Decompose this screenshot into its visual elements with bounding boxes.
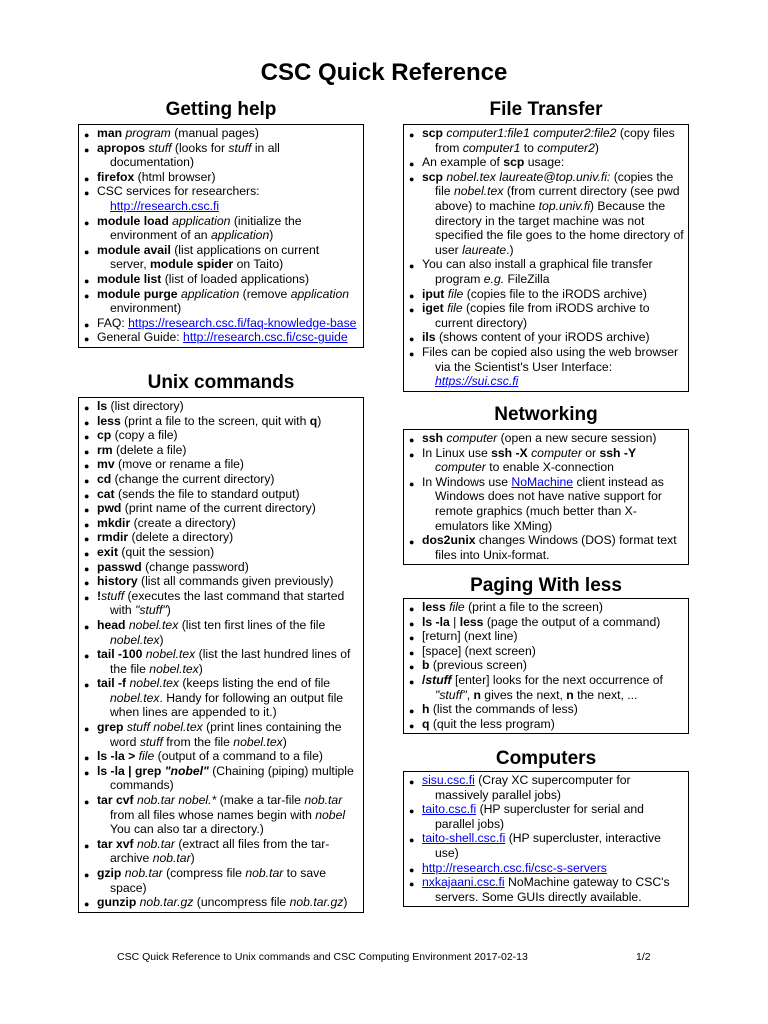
list-item-text: ssh computer (open a new secure session) (422, 431, 657, 445)
bullet-icon: ● (84, 505, 90, 516)
bullet-icon: ● (409, 676, 415, 687)
list-item (83, 457, 359, 472)
list-item-text: sisu.csc.fi (Cray XC supercomputer for massively parallel jobs) (422, 773, 631, 802)
list-item (83, 837, 359, 866)
list-item (408, 644, 684, 659)
bullet-icon: ● (84, 797, 90, 808)
list-item (83, 501, 359, 516)
list-item (408, 629, 684, 644)
list-item-text: ls -la > file (output of a command to a file) (97, 749, 323, 764)
bullet-icon: ● (84, 651, 90, 662)
bullet-icon: ● (84, 275, 90, 286)
bullet-icon: ● (84, 403, 90, 413)
bullet-icon: ● (84, 144, 90, 155)
bullet-icon: ● (409, 290, 415, 301)
list-item-text: In Linux use ssh -X computer or ssh -Y computer to enable X-connection (422, 445, 637, 475)
list-item (408, 702, 684, 717)
list-item-text: General Guide: http://research.csc.fi/csc-guide (97, 330, 348, 345)
bullet-icon: ● (84, 130, 90, 140)
section-box-unix (78, 397, 364, 913)
list-item-text: gzip nob.tar (compress file nob.tar to save space) (97, 866, 326, 895)
list-item-text: module load application (initialize the environment of an application) (97, 213, 302, 243)
list-item (83, 647, 359, 676)
bullet-icon: ● (84, 870, 90, 880)
list-item-text: dos2unix changes Windows (DOS) format text files into Unix-format. (422, 533, 677, 562)
list-item (408, 831, 684, 860)
bullet-icon: ● (84, 548, 90, 559)
list-item (83, 428, 359, 443)
bullet-icon: ● (409, 159, 415, 170)
list-item (83, 414, 359, 429)
bullet-icon: ● (409, 173, 415, 184)
section-box-computers (403, 771, 689, 907)
bullet-icon: ● (84, 490, 90, 501)
bullet-icon: ● (84, 724, 90, 735)
list-item (408, 658, 684, 673)
list-item-text: gunzip nob.tar.gz (uncompress file nob.tar.gz) (97, 895, 348, 910)
list-item (83, 764, 359, 793)
bullet-icon: ● (409, 806, 415, 817)
bullet-icon: ● (84, 246, 90, 257)
bullet-icon: ● (409, 130, 415, 140)
section-heading-networking: Networking (494, 404, 598, 425)
list-item (83, 545, 359, 560)
section-heading-computers: Computers (495, 748, 597, 769)
bullet-icon: ● (84, 840, 90, 851)
list-item (408, 446, 684, 475)
link[interactable]: sisu.csc.fi (422, 773, 475, 787)
list-item-text: firefox (html browser) (97, 169, 216, 184)
bullet-icon: ● (84, 621, 90, 632)
bullet-icon: ● (409, 777, 415, 787)
list-item (83, 443, 359, 458)
section-heading-help: Getting help (165, 99, 277, 120)
list-item-text: Files can be copied also using the web browser via the Scientist's User Interface: https://sui.csc.fi (422, 344, 679, 389)
bullet-icon: ● (84, 475, 90, 486)
list-item (408, 673, 684, 702)
list-item-text: h (list the commands of less) (422, 702, 578, 717)
list-item-text: head nobel.tex (list ten first lines of the file nobel.tex) (97, 617, 326, 647)
bullet-icon: ● (84, 563, 90, 574)
list-item (408, 802, 684, 831)
list-item (408, 431, 684, 446)
link[interactable]: nxkajaani.csc.fi (422, 875, 505, 890)
list-item (408, 861, 684, 876)
list-item-text: pwd (print name of the current directory) (97, 501, 316, 516)
section-heading-transfer: File Transfer (489, 99, 603, 120)
list-item-text: cat (sends the file to standard output) (97, 486, 300, 501)
bullet-icon: ● (409, 633, 415, 644)
list-item-text: ils (shows content of your iRODS archive) (422, 330, 650, 345)
list-item-text: nxkajaani.csc.fi NoMachine gateway to CSC's servers. Some GUIs directly available. (422, 875, 670, 904)
list-item-text: cp (copy a file) (97, 428, 178, 443)
section-box-help (78, 124, 364, 348)
list-item-text: taito.csc.fi (HP supercluster for serial and parallel jobs) (422, 802, 644, 831)
list-item (83, 330, 359, 345)
list-item-text: iget file (copies file from iRODS archive to current directory) (422, 301, 650, 330)
list-item-text: exit (quit the session) (97, 544, 215, 559)
list-item (408, 155, 684, 170)
list-item (83, 676, 359, 720)
list-item-text: less (print a file to the screen, quit with q) (97, 413, 322, 428)
bullet-icon: ● (409, 879, 415, 890)
list-item (83, 272, 359, 287)
list-item-text: module avail (list applications on current server, module spider on Taito) (97, 242, 320, 272)
list-item (83, 126, 359, 141)
list-item-text: cd (change the current directory) (97, 471, 275, 486)
list-item (83, 720, 359, 749)
list-item (408, 301, 684, 330)
bullet-icon: ● (84, 217, 90, 228)
link[interactable]: http://research.csc.fi (110, 198, 220, 213)
list-item (408, 717, 684, 732)
bullet-icon: ● (409, 647, 415, 658)
footer-text: CSC Quick Reference to Unix commands and CSC Computing Environment 2017-02-13 (117, 951, 528, 963)
list-item (83, 618, 359, 647)
list-item-text: b (previous screen) (422, 658, 527, 673)
footer-page-number: 1/2 (636, 951, 651, 963)
bullet-icon: ● (409, 604, 415, 614)
bullet-icon: ● (409, 864, 415, 875)
list-item-text: grep stuff nobel.tex (print lines containing the word stuff from the file nobel.tex) (97, 720, 342, 749)
bullet-icon: ● (84, 290, 90, 301)
bullet-icon: ● (84, 753, 90, 764)
bullet-icon: ● (409, 835, 415, 846)
bullet-icon: ● (84, 417, 90, 428)
list-item-text: [return] (next line) (422, 629, 518, 644)
list-item (408, 533, 684, 562)
list-item-text: rm (delete a file) (97, 442, 187, 457)
list-item-text: In Windows use NoMachine client instead as Windows does not have native support for remote graphics (much better than X-emulators like XMing) (422, 474, 664, 533)
list-item-text: q (quit the less program) (422, 716, 555, 731)
bullet-icon: ● (409, 348, 415, 359)
list-item (83, 141, 359, 170)
list-item (408, 773, 684, 802)
list-item (408, 170, 684, 258)
list-item-text: man program (manual pages) (97, 126, 259, 140)
bullet-icon: ● (84, 173, 90, 184)
link[interactable]: http://research.csc.fi/csc-guide (183, 330, 348, 345)
list-item (408, 345, 684, 389)
list-item-text (422, 861, 684, 876)
list-item-text: /stuff [enter] looks for the next occurrence of "stuff", n gives the next, n the next, ... (422, 672, 663, 702)
list-item (408, 330, 684, 345)
list-item (83, 516, 359, 531)
list-item-text: An example of scp usage: (422, 155, 565, 170)
list-item (83, 793, 359, 837)
bullet-icon: ● (409, 537, 415, 548)
bullet-icon: ● (409, 618, 415, 629)
section-heading-unix: Unix commands (147, 372, 295, 393)
list-item (83, 589, 359, 618)
bullet-icon: ● (84, 334, 90, 345)
list-item-text: You can also install a graphical file transfer program e.g. FileZilla (422, 257, 653, 286)
list-item-text: taito-shell.csc.fi (HP supercluster, interactive use) (422, 831, 661, 860)
list-item (83, 243, 359, 272)
list-item-text: ls (list directory) (97, 399, 184, 413)
list-item (408, 257, 684, 286)
list-item (83, 530, 359, 545)
link[interactable]: https://sui.csc.fi (435, 374, 519, 389)
section-box-paging (403, 598, 689, 734)
list-item-text: FAQ: https://research.csc.fi/faq-knowledge-base (97, 315, 357, 330)
list-item (83, 287, 359, 316)
bullet-icon: ● (84, 592, 90, 603)
list-item-text: tail -100 nobel.tex (list the last hundred lines of the file nobel.tex) (97, 647, 351, 676)
list-item-text: module purge application (remove application environment) (97, 286, 350, 316)
list-item (83, 399, 359, 414)
list-item-text: less file (print a file to the screen) (422, 600, 603, 614)
bullet-icon: ● (409, 478, 415, 489)
list-item-text: [space] (next screen) (422, 643, 536, 658)
list-item-text: ls -la | grep "nobel" (Chaining (piping) multiple commands) (97, 763, 354, 793)
bullet-icon: ● (84, 446, 90, 457)
list-item-text: tar cvf nob.tar nobel.* (make a tar-file nob.tar from all files whose names begin with nobel You can also tar a directory.) (97, 793, 346, 837)
bullet-icon: ● (84, 578, 90, 589)
bullet-icon: ● (409, 706, 415, 717)
bullet-icon: ● (409, 449, 415, 460)
section-heading-paging: Paging With less (470, 575, 622, 596)
bullet-icon: ● (84, 767, 90, 778)
list-item (83, 866, 359, 895)
list-item (408, 126, 684, 155)
list-item-text: tail -f nobel.tex (keeps listing the end of file nobel.tex. Handy for following an output file when lines are appended to it.) (97, 676, 344, 720)
list-item (83, 184, 359, 213)
list-item-text: tar xvf nob.tar (extract all files from the tar-archive nob.tar) (97, 836, 330, 866)
list-item-text: !stuff (executes the last command that started with "stuff") (97, 588, 345, 618)
list-item-text: mv (move or rename a file) (97, 457, 244, 472)
list-item (83, 170, 359, 185)
link[interactable]: taito-shell.csc.fi (422, 831, 506, 846)
bullet-icon: ● (409, 720, 415, 731)
list-item (83, 316, 359, 331)
list-item (83, 560, 359, 575)
list-item (83, 749, 359, 764)
link[interactable]: taito.csc.fi (422, 802, 477, 817)
bullet-icon: ● (84, 519, 90, 530)
page-title: CSC Quick Reference (260, 59, 508, 86)
bullet-icon: ● (84, 534, 90, 545)
link[interactable]: NoMachine (511, 474, 574, 489)
list-item (83, 472, 359, 487)
section-box-networking (403, 429, 689, 565)
list-item (408, 600, 684, 615)
bullet-icon: ● (409, 334, 415, 345)
list-item-text: scp nobel.tex laureate@top.univ.fi: (copies the file nobel.tex (from current directory (see pwd above) to machine top.univ.fi) Because the directory in the target machine was not specified the file goes to the home directory of user laureate.) (422, 169, 684, 257)
list-item-text: passwd (change password) (97, 559, 249, 574)
list-item-text: apropos stuff (looks for stuff in all documentation) (97, 140, 280, 170)
list-item (83, 487, 359, 502)
bullet-icon: ● (84, 319, 90, 330)
list-item-text: scp computer1:file1 computer2:file2 (copy files from computer1 to computer2) (422, 126, 675, 155)
list-item-text: module list (list of loaded applications) (97, 271, 310, 286)
bullet-icon: ● (84, 899, 90, 910)
list-item (408, 287, 684, 302)
bullet-icon: ● (409, 435, 415, 445)
list-item-text: ls -la | less (page the output of a command) (422, 614, 661, 629)
list-item (408, 615, 684, 630)
list-item-text: history (list all commands given previously) (97, 574, 334, 589)
list-item-text: iput file (copies file to the iRODS archive) (422, 286, 647, 301)
list-item (83, 214, 359, 243)
bullet-icon: ● (409, 305, 415, 316)
list-item-text: CSC services for researchers: http://research.csc.fi (97, 184, 260, 213)
bullet-icon: ● (84, 680, 90, 691)
list-item (83, 574, 359, 589)
list-item (408, 875, 684, 904)
link[interactable]: https://research.csc.fi/faq-knowledge-base (128, 315, 357, 330)
bullet-icon: ● (84, 188, 90, 199)
section-box-transfer (403, 124, 689, 392)
list-item (83, 895, 359, 910)
list-item-text: rmdir (delete a directory) (97, 530, 234, 545)
bullet-icon: ● (409, 662, 415, 673)
bullet-icon: ● (84, 432, 90, 443)
list-item-text: mkdir (create a directory) (97, 515, 236, 530)
bullet-icon: ● (84, 461, 90, 472)
bullet-icon: ● (409, 261, 415, 272)
link[interactable]: http://research.csc.fi/csc-s-servers (422, 860, 607, 875)
list-item (408, 475, 684, 533)
